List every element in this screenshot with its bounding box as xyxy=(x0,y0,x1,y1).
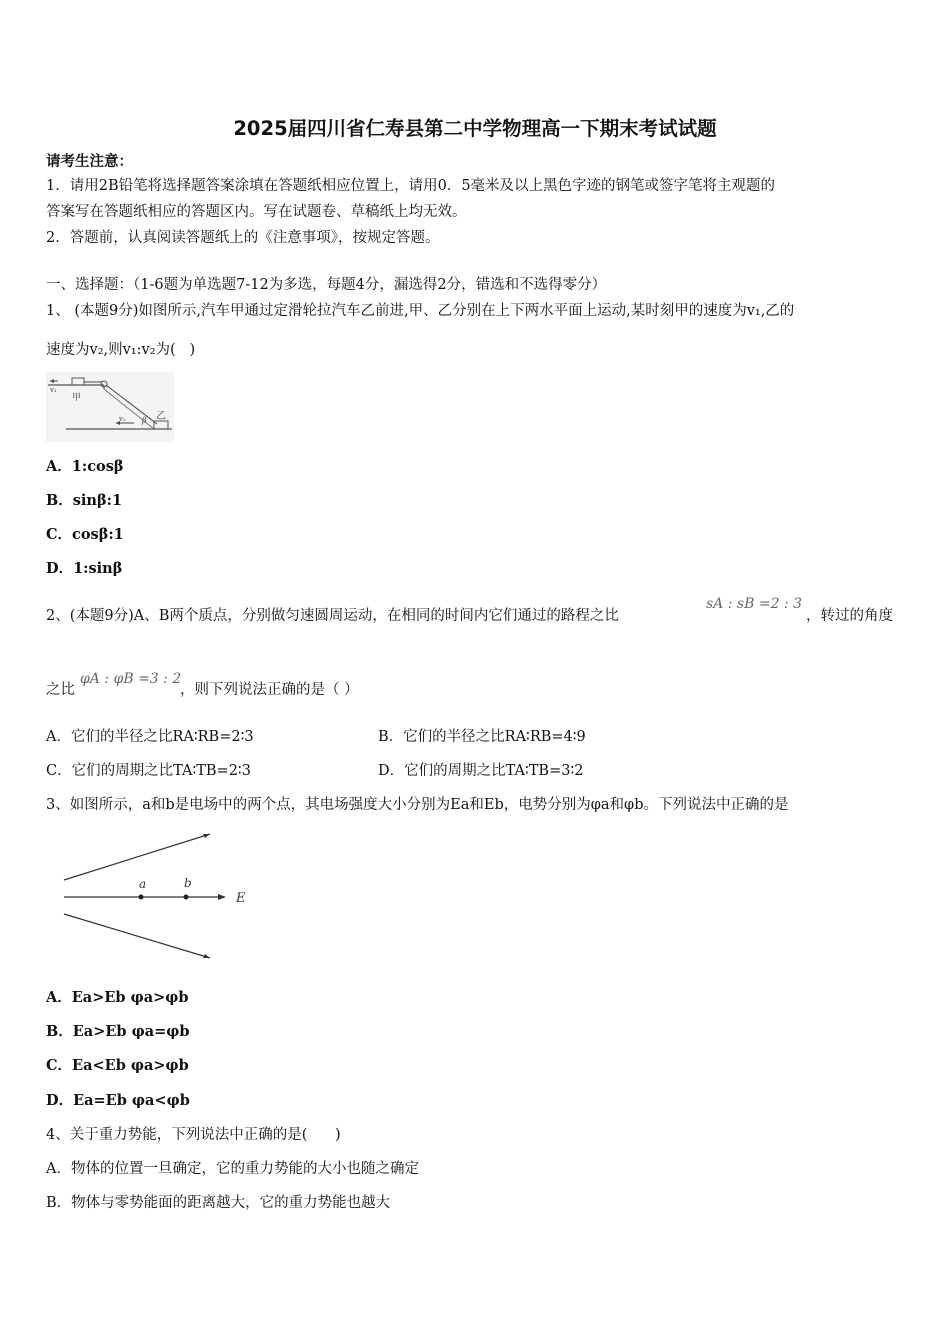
figure-background xyxy=(46,372,174,442)
q1-option-c[interactable]: C．cosβ:1 xyxy=(46,526,124,543)
notice-heading: 请考生注意： xyxy=(46,153,133,170)
q1-pulley-figure xyxy=(46,372,174,442)
label-v1: v₁ xyxy=(50,386,57,394)
q3-option-d[interactable]: D．Ea=Eb φa<φb xyxy=(46,1092,190,1109)
field-line-lower xyxy=(64,914,210,958)
label-b: b xyxy=(184,876,192,890)
q2-option-a[interactable]: A．它们的半径之比RA∶RB=2∶3 xyxy=(46,729,254,745)
q3-option-c[interactable]: C．Ea<Eb φa>φb xyxy=(46,1057,189,1074)
field-line-upper xyxy=(64,834,210,880)
q3-stem: 3、如图所示，a和b是电场中的两个点，其电场强度大小分别为Ea和Eb，电势分别为φa和φb。下列说法中正确的是 xyxy=(46,797,789,813)
notice-line-1a: 1．请用2B铅笔将选择题答案涂填在答题纸相应位置上，请用0．5毫米及以上黑色字迹的钢笔或签字笔将主观题的 xyxy=(46,178,776,194)
q4-option-a[interactable]: A．物体的位置一旦确定，它的重力势能的大小也随之确定 xyxy=(46,1161,419,1177)
point-b xyxy=(184,895,189,900)
q4-option-b[interactable]: B．物体与零势能面的距离越大，它的重力势能也越大 xyxy=(46,1195,391,1211)
q1-option-d[interactable]: D．1:sinβ xyxy=(46,560,123,577)
q1-option-b[interactable]: B．sinβ:1 xyxy=(46,492,123,509)
q2-option-d[interactable]: D．它们的周期之比TA∶TB=3∶2 xyxy=(378,763,584,779)
label-yi: 乙 xyxy=(156,411,166,422)
label-v2: v₂ xyxy=(119,415,126,423)
q2-formula-distance-ratio: sA : sB =2 : 3 xyxy=(706,596,802,612)
q3-option-a[interactable]: A．Ea>Eb φa>φb xyxy=(46,989,189,1006)
q2-formula-angle-ratio: φA : φB =3 : 2 xyxy=(80,671,182,687)
label-jia: 甲 xyxy=(72,393,82,403)
q2-stem-line1: 2、(本题9分)A、B两个质点，分别做匀速圆周运动，在相同的时间内它们通过的路程之比 xyxy=(46,608,619,624)
q2-option-c[interactable]: C．它们的周期之比TA∶TB=2∶3 xyxy=(46,763,251,779)
q2-stem-line1-end: ，转过的角度 xyxy=(806,608,893,624)
q3-option-b[interactable]: B．Ea>Eb φa=φb xyxy=(46,1023,190,1040)
notice-line-1b: 答案写在答题纸相应的答题区内。写在试题卷、草稿纸上均无效。 xyxy=(46,204,467,220)
point-a xyxy=(139,895,144,900)
q3-electric-field-figure xyxy=(60,830,260,965)
page-title: 2025届四川省仁寿县第二中学物理高一下期末考试试题 xyxy=(233,117,717,140)
q2-stem-line2-start: 之比 xyxy=(46,682,75,698)
label-beta: β xyxy=(142,416,147,425)
q2-option-b[interactable]: B．它们的半径之比RA∶RB=4∶9 xyxy=(378,729,586,745)
label-E: E xyxy=(236,891,246,906)
q2-stem-line2-end: ，则下列说法正确的是（ ） xyxy=(180,682,359,698)
section-heading: 一、选择题：（1-6题为单选题7-12为多选，每题4分，漏选得2分，错选和不选得零分） xyxy=(46,277,607,293)
label-a: a xyxy=(139,877,147,891)
q4-stem: 4、关于重力势能，下列说法中正确的是( ) xyxy=(46,1127,341,1143)
q1-stem-line1: 1、 (本题9分)如图所示,汽车甲通过定滑轮拉汽车乙前进,甲、乙分别在上下两水平面上运动,某时刻甲的速度为v₁,乙的 xyxy=(46,303,795,319)
q1-option-a[interactable]: A．1:cosβ xyxy=(46,458,124,475)
notice-line-2: 2．答题前，认真阅读答题纸上的《注意事项》，按规定答题。 xyxy=(46,230,440,246)
q1-stem-line2: 速度为v₂,则v₁:v₂为( ) xyxy=(46,342,196,358)
